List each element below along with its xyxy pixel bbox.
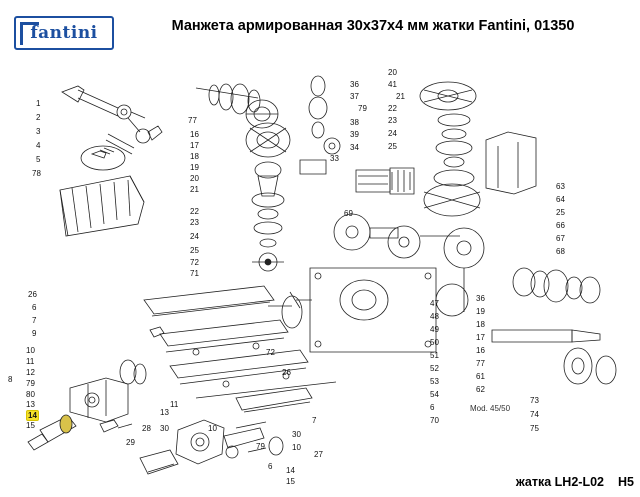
callout-number: 21: [190, 185, 199, 194]
callout-number: 48: [430, 312, 439, 321]
callout-number: 26: [28, 290, 37, 299]
callout-number: 8: [8, 375, 13, 384]
callout-number: 50: [430, 338, 439, 347]
callout-number: 78: [32, 169, 41, 178]
callout-number: 61: [476, 372, 485, 381]
callout-number: 41: [388, 80, 397, 89]
callout-number: 13: [26, 400, 35, 409]
callout-number: 73: [530, 396, 539, 405]
callout-number: 22: [190, 207, 199, 216]
callout-number: 11: [170, 400, 179, 409]
callout-number: 29: [126, 438, 135, 447]
callout-number: 14: [28, 411, 37, 420]
callout-number: 22: [388, 104, 397, 113]
callout-number: 49: [430, 325, 439, 334]
callout-number: 70: [430, 416, 439, 425]
callout-number: 77: [188, 116, 197, 125]
group-center-plate: [268, 268, 436, 352]
callout-number: 3: [36, 127, 41, 136]
callout-number: 52: [430, 364, 439, 373]
callout-number: 71: [190, 269, 199, 278]
callout-number: 79: [358, 104, 367, 113]
mod-label: Mod. 45/50: [470, 404, 511, 413]
callout-number: 7: [312, 416, 317, 425]
callout-number: 25: [556, 208, 565, 217]
footer-sheet-code: H5: [618, 475, 634, 489]
callout-number: 24: [388, 129, 397, 138]
group-right-bevel-gears: [420, 82, 616, 384]
group-lower-left-gearbox: [28, 360, 146, 450]
callout-number: 16: [190, 130, 199, 139]
callout-number: 47: [430, 299, 439, 308]
callout-number: 38: [350, 118, 359, 127]
callout-number: 5: [36, 155, 41, 164]
callout-number: 62: [476, 385, 485, 394]
callout-number: 17: [190, 141, 199, 150]
callout-number: 10: [208, 424, 217, 433]
callout-number: 10: [26, 346, 35, 355]
callout-number: 63: [556, 182, 565, 191]
callout-number: 26: [282, 368, 291, 377]
brand-name: fantini: [30, 23, 98, 43]
callout-number: 66: [556, 221, 565, 230]
group-rails: [144, 286, 336, 398]
callout-number: 74: [530, 410, 539, 419]
callout-number: 53: [430, 377, 439, 386]
callout-number: 34: [350, 143, 359, 152]
callout-number: 6: [268, 462, 273, 471]
callout-number: 33: [330, 154, 339, 163]
callout-number: 23: [190, 218, 199, 227]
callout-number: 23: [388, 116, 397, 125]
callout-number: 80: [26, 390, 35, 399]
group-upper-left-shaft: [60, 86, 162, 236]
callout-number: 6: [32, 303, 37, 312]
callout-number: 51: [430, 351, 439, 360]
callout-number: 39: [350, 130, 359, 139]
callout-number: 36: [350, 80, 359, 89]
callout-number: 28: [142, 424, 151, 433]
callout-number: 20: [190, 174, 199, 183]
callout-number: 54: [430, 390, 439, 399]
callout-number: 30: [160, 424, 169, 433]
footer-machine-label: жатка LH2-L02: [515, 475, 604, 489]
callout-number: 10: [292, 443, 301, 452]
callout-number: 79: [256, 442, 265, 451]
callout-number: 67: [556, 234, 565, 243]
callout-number: 36: [476, 294, 485, 303]
callout-number: 18: [190, 152, 199, 161]
callout-number: 25: [190, 246, 199, 255]
callout-number: 4: [36, 141, 41, 150]
callout-number: 17: [476, 333, 485, 342]
callout-number: 19: [476, 307, 485, 316]
callout-number: 21: [396, 92, 405, 101]
callout-number: 16: [476, 346, 485, 355]
callout-number: 14: [286, 466, 295, 475]
callout-number: 7: [32, 316, 37, 325]
callout-number: 15: [286, 477, 295, 486]
callout-number: 6: [430, 403, 435, 412]
callout-number: 20: [388, 68, 397, 77]
callout-number: 37: [350, 92, 359, 101]
callout-number: 15: [26, 421, 35, 430]
callout-number: 77: [476, 359, 485, 368]
callout-number: 19: [190, 163, 199, 172]
callout-number: 75: [530, 424, 539, 433]
callout-number: 72: [190, 258, 199, 267]
callout-number: 64: [556, 195, 565, 204]
callout-number: 25: [388, 142, 397, 151]
callout-number: 9: [32, 329, 37, 338]
callout-number: 11: [26, 357, 35, 366]
callout-number: 24: [190, 232, 199, 241]
callout-number: 30: [292, 430, 301, 439]
callout-number: 27: [314, 450, 323, 459]
page-title: Манжета армированная 30x37x4 мм жатки Fantini, 01350: [171, 18, 575, 34]
callout-number: 18: [476, 320, 485, 329]
group-center-gearbox: [196, 84, 290, 271]
callout-number: 72: [266, 348, 275, 357]
callout-number: 69: [344, 209, 353, 218]
callout-number: 1: [36, 99, 41, 108]
callout-number: 2: [36, 113, 41, 122]
callout-number: 79: [26, 379, 35, 388]
callout-number: 13: [160, 408, 169, 417]
callout-number: 12: [26, 368, 35, 377]
callout-number: 68: [556, 247, 565, 256]
